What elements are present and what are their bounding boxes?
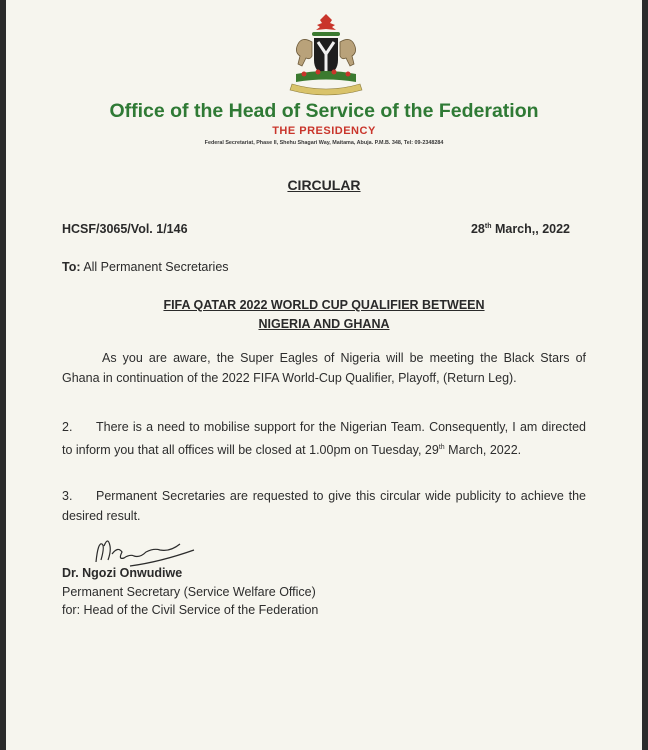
reference-number: HCSF/3065/Vol. 1/146 [62, 222, 188, 236]
circular-date: 28th March,, 2022 [470, 222, 570, 236]
paragraph-2-number: 2. [62, 420, 73, 434]
nigeria-coat-of-arms-icon [278, 12, 374, 96]
subject-line-1: FIFA QATAR 2022 WORLD CUP QUALIFIER BETWEEN [163, 298, 485, 312]
paragraph-1: As you are aware, the Super Eagles of Nigeria will be meeting the Black Stars of Ghana in continuation of the 2022 FIFA World-Cup Qualifier, Playoff, (Return Leg). [62, 351, 586, 385]
circular-heading: CIRCULAR [287, 177, 361, 193]
office-title: Office of the Head of Service of the Federation [109, 100, 539, 122]
paragraph-3-number: 3. [62, 489, 73, 503]
signatory-title: Permanent Secretary (Service Welfare Office) [62, 585, 316, 599]
recipient-label: To: [62, 260, 81, 274]
presidency-label: THE PRESIDENCY [272, 125, 376, 137]
subject-heading [6, 296, 642, 334]
paragraph-2: 2. There is a need to mobilise support for the Nigerian Team. Consequently, I am directed to inform you that all offices will be closed at 1.00pm on Tuesday, 29th March, 2022. [62, 420, 586, 457]
subject-line-2: NIGERIA AND GHANA [258, 317, 390, 331]
circular-document [6, 0, 642, 750]
signatory-name: Dr. Ngozi Onwudiwe [62, 566, 183, 580]
paragraph-3: 3. Permanent Secretaries are requested to give this circular wide publicity to achieve the desired result. [62, 489, 586, 523]
signatory-for-line: for: Head of the Civil Service of the Federation [62, 603, 319, 617]
recipient-value: All Permanent Secretaries [83, 260, 229, 274]
office-address: Federal Secretariat, Phase II, Shehu Shagari Way, Maitama, Abuja. P.M.B. 348, Tel: 09-2348284 [204, 140, 444, 146]
recipient-line [62, 260, 229, 274]
